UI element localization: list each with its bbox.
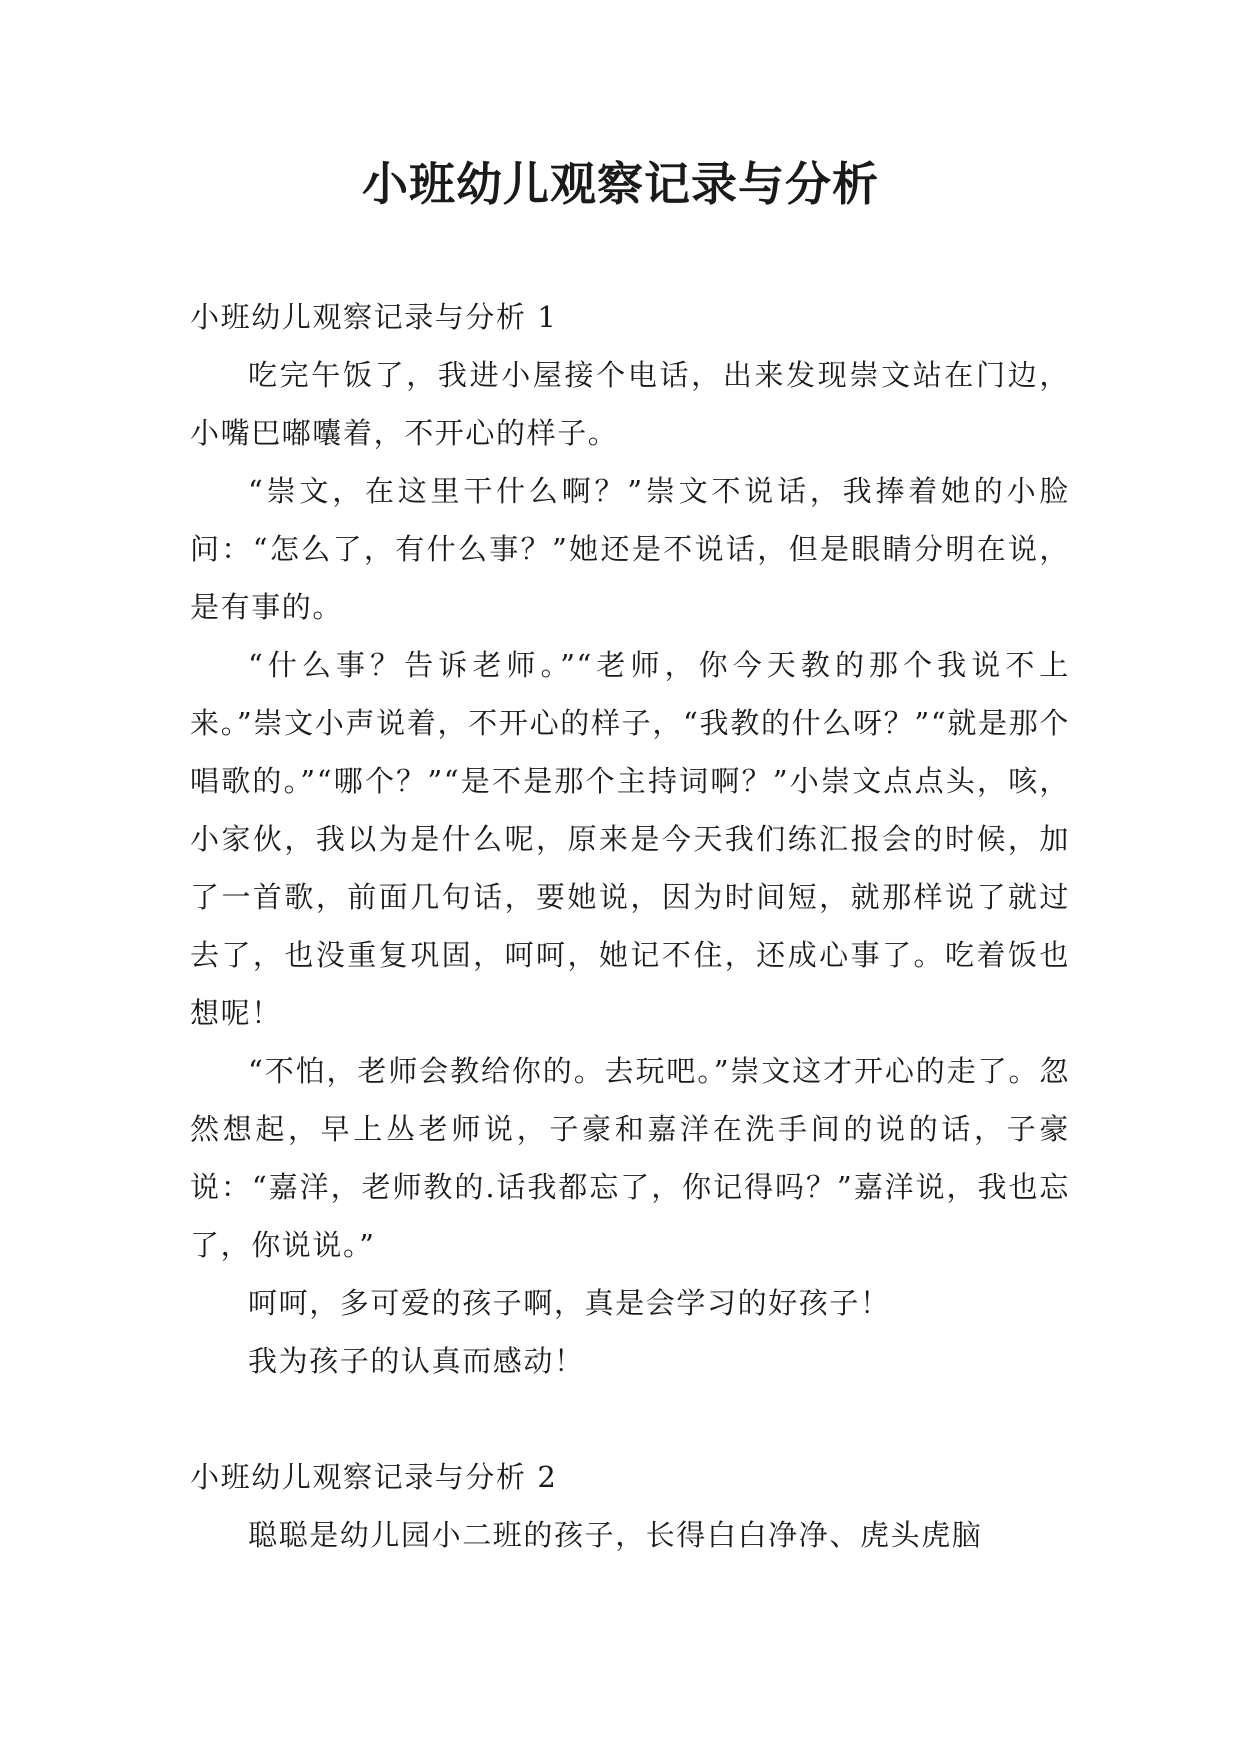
page-title: 小班幼儿观察记录与分析	[362, 157, 879, 211]
paragraph: 我为孩子的认真而感动！	[248, 1344, 585, 1378]
document-body	[190, 288, 1070, 1564]
paragraph: “崇文，在这里干什么啊？”崇文不说话，我捧着她的小脸问：“怎么了，有什么事？”她还是不说话，但是眼睛分明在说，是有事的。	[190, 474, 1070, 624]
section-spacer	[190, 1390, 1070, 1448]
paragraph: 呵呵，多可爱的孩子啊，真是会学习的好孩子！	[248, 1286, 891, 1320]
section-heading-1: 小班幼儿观察记录与分析 1	[190, 300, 558, 334]
paragraph: “什么事？告诉老师。”“老师，你今天教的那个我说不上来。”崇文小声说着，不开心的样子，“我教的什么呀？”“就是那个唱歌的。”“哪个？”“是不是那个主持词啊？”小崇文点点头，咳，小家伙，我以为是什么呢，原来是今天我们练汇报会的时候，加了一首歌，前面几句话，要她说，因为时间短，就那样说了就过去了，也没重复巩固，呵呵，她记不住，还成心事了。吃着饭也想呢！	[190, 648, 1070, 1030]
paragraph: “不怕，老师会教给你的。去玩吧。”崇文这才开心的走了。忽然想起，早上丛老师说，子豪和嘉洋在洗手间的说的话，子豪说：“嘉洋，老师教的.话我都忘了，你记得吗？”嘉洋说，我也忘了，你说说。”	[190, 1054, 1070, 1262]
paragraph: 吃完午饭了，我进小屋接个电话，出来发现崇文站在门边，小嘴巴嘟囔着，不开心的样子。	[190, 358, 1070, 450]
paragraph: 聪聪是幼儿园小二班的孩子，长得白白净净、虎头虎脑	[248, 1518, 983, 1552]
section-heading-2: 小班幼儿观察记录与分析 2	[190, 1460, 558, 1494]
